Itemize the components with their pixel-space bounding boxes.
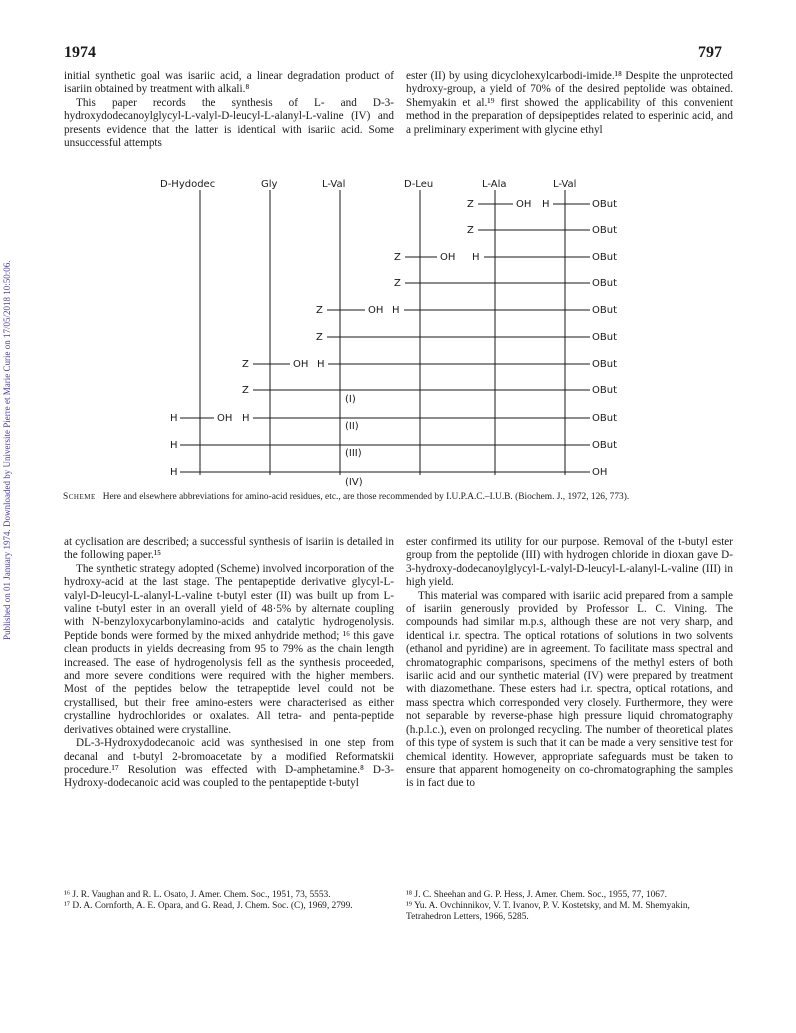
oh-group-row-1: OH <box>516 199 532 210</box>
z-group-row-2: Z <box>467 225 474 236</box>
z-group-row-8: Z <box>242 385 249 396</box>
compound-label-i: (I) <box>345 394 356 405</box>
header-page-number: 797 <box>698 44 722 61</box>
scheme-header-l-ala: L-Ala <box>482 179 507 190</box>
h-group-row-5: H <box>392 305 400 316</box>
h-group-row-9a: H <box>170 413 178 424</box>
compound-label-ii: (II) <box>345 421 359 432</box>
obut-group-row-5: OBut <box>592 305 617 316</box>
left-paragraph-3: DL-3-Hydroxydodecanoic acid was synthesised in one step from decanal and t-butyl 2-bromoacetate by a modified Reformatskii procedure.¹⁷ Resolution was effected with D-amphetamine.⁸ D-3-Hydroxy-dodecanoic acid was coupled to the pentapeptide t-butyl <box>64 737 394 790</box>
oh-group-row-7: OH <box>293 359 309 370</box>
top-left-paragraph-2: This paper records the synthesis of L- and D-3-hydroxydodecanoylglycyl-L-valyl-D-leucyl-L-alanyl-L-valine (IV) and presents evidence that the latter is identical with isariic acid. Some unsuccessful attempts <box>64 96 394 150</box>
obut-group-row-3: OBut <box>592 252 617 263</box>
oh-group-row-5: OH <box>368 305 384 316</box>
compound-label-iv: (IV) <box>345 477 363 488</box>
synthesis-scheme-diagram <box>0 172 796 492</box>
scheme-header-hydodec: D-Hydodec <box>160 179 216 190</box>
oh-group-row-9: OH <box>217 413 233 424</box>
h-group-row-3: H <box>472 252 480 263</box>
h-group-row-11: H <box>170 467 178 478</box>
compound-labels <box>345 394 363 488</box>
obut-group-row-4: OBut <box>592 278 617 289</box>
top-right-paragraph: ester (II) by using dicyclohexylcarbodi-imide.¹⁸ Despite the unprotected hydroxy-group, a yield of 70% of the desired peptolide was obtained. Shemyakin et al.¹⁹ first showed the applicability of this convenient method in the preparation of depsipeptides related to esperinic acid, and a preliminary experiment with glycine ethyl <box>406 70 733 136</box>
z-group-row-7: Z <box>242 359 249 370</box>
obut-group-row-2: OBut <box>592 225 617 236</box>
footnote-18: ¹⁸ J. C. Sheehan and G. P. Hess, J. Amer. Chem. Soc., 1955, 77, 1067. <box>406 890 668 900</box>
top-right-column <box>406 70 733 137</box>
right-column <box>406 536 733 791</box>
left-paragraph-2: The synthetic strategy adopted (Scheme) involved incorporation of the hydroxy-acid at the last stage. The pentapeptide derivative glycyl-L-valyl-D-leucyl-L-alanyl-L-valine t-butyl ester (II) was built up from L-valine t-butyl ester in an overall yield of 48·5% by alternate coupling with N-benzyloxycarbonylamino-acids and catalytic hydrogenolysis. Peptide bonds were formed by the mixed anhydride method; ¹⁶ this gave clean products in yields decreasing from 95 to 79% as the chain length increased. The ease of hydrogenolysis fell as the synthesis proceeded, and more severe conditions were required with the higher members. Most of the peptides below the tetrapeptide level could not be crystallised, but their free amino-esters were characterised as either crystalline hydrochlorides or oxalates. All tetra- and penta-peptide derivatives obtained were crystalline. <box>64 562 394 736</box>
right-paragraph-1: ester confirmed its utility for our purpose. Removal of the t-butyl ester group from the peptolide (III) with hydrogen chloride in dioxan gave D-3-hydroxy-dodecanoylglycyl-L-valyl-D-leucyl-L-alanyl-L-valine (III) in high yield. <box>406 536 733 589</box>
footnote-19: ¹⁹ Yu. A. Ovchinnikov, V. T. Ivanov, P. V. Kostetsky, and M. M. Shemyakin, Tetrahedron Letters, 1966, 5285. <box>406 901 690 922</box>
oh-group-row-3: OH <box>440 252 456 263</box>
scheme-header-l-val: L-Val <box>322 179 346 190</box>
obut-group-row-9: OBut <box>592 413 617 424</box>
z-group-row-5: Z <box>316 305 323 316</box>
publication-sidebar-note: Published on 01 January 1974. Downloaded by Universite Pierre et Marie Curie on 17/05/2018 10:50:06. <box>2 260 12 640</box>
z-group-row-1: Z <box>467 199 474 210</box>
h-group-row-1: H <box>542 199 550 210</box>
scheme-caption-text: Here and elsewhere abbreviations for amino-acid residues, etc., are those recommended by I.U.P.A.C.–I.U.B. (Biochem. J., 1972, 126, 773). <box>102 492 630 502</box>
scheme-caption <box>63 492 733 503</box>
obut-group-row-1: OBut <box>592 199 617 210</box>
scheme-columns <box>200 190 565 475</box>
top-left-column <box>64 70 394 150</box>
scheme-header-l-val-2: L-Val <box>553 179 577 190</box>
scheme-bonds <box>180 204 590 472</box>
obut-group-row-8: OBut <box>592 385 617 396</box>
h-group-row-10: H <box>170 440 178 451</box>
footnotes-right <box>406 890 733 923</box>
left-paragraph-1: at cyclisation are described; a successful synthesis of isariin is detailed in the following paper.¹⁵ <box>64 536 394 562</box>
footnotes-left <box>64 890 394 912</box>
z-group-row-6: Z <box>316 332 323 343</box>
z-group-row-3: Z <box>394 252 401 263</box>
footnote-16: ¹⁶ J. R. Vaughan and R. L. Osato, J. Amer. Chem. Soc., 1951, 73, 5553. <box>64 890 331 900</box>
compound-label-iii: (III) <box>345 448 362 459</box>
z-group-row-4: Z <box>394 278 401 289</box>
scheme-caption-lead: Scheme <box>63 492 96 502</box>
right-paragraph-2: This material was compared with isariic acid prepared from a sample of isariin generously provided by Professor L. C. Vining. The compounds had similar m.p.s, although these are not very sharp, and identical i.r. spectra. The optical rotations of solutions in two solvents (ethanol and pyridine) are in agreement. To facilitate mass spectral and chromatographic comparisons, specimens of the methyl esters of both isariic acid and our synthetic material (IV) were prepared by treatment with diazomethane. These esters had i.r. spectra, optical rotations, and mass spectra which corresponded very closely. Furthermore, they were not separable by reverse-phase high pressure liquid chromatography (h.p.l.c.), even on prolonged recycling. The number of theoretical plates of this type of system is such that it can be made a very sensitive test for chemical identity. However, appropriate safeguards must be taken to ensure that apparent homogeneity on co-chromatographing the samples is in fact due to <box>406 589 733 790</box>
footnote-17: ¹⁷ D. A. Cornforth, A. E. Opara, and G. Read, J. Chem. Soc. (C), 1969, 2799. <box>64 901 353 911</box>
scheme-group-labels <box>170 199 617 478</box>
h-group-row-7: H <box>317 359 325 370</box>
oh-end-group-row-11: OH <box>592 467 608 478</box>
scheme-header-d-leu: D-Leu <box>404 179 434 190</box>
header-year: 1974 <box>64 44 96 61</box>
left-column <box>64 536 394 791</box>
top-left-paragraph-1: initial synthetic goal was isariic acid, a linear degradation product of isariin obtained by treatment with alkali.⁸ <box>64 70 394 96</box>
obut-group-row-7: OBut <box>592 359 617 370</box>
obut-group-row-6: OBut <box>592 332 617 343</box>
obut-group-row-10: OBut <box>592 440 617 451</box>
h-group-row-9b: H <box>242 413 250 424</box>
scheme-header-gly: Gly <box>261 179 278 190</box>
